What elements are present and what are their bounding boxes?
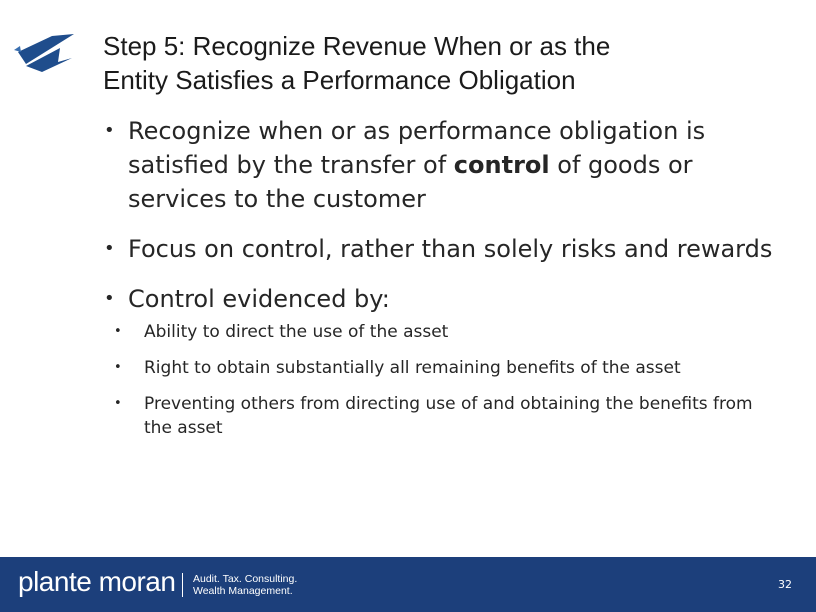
slide-title-line-1: Step 5: Recognize Revenue When or as the — [103, 31, 611, 61]
brand-name: plante moran — [18, 566, 176, 597]
bullet-text: Control evidenced by: — [128, 285, 390, 313]
brand-divider — [182, 573, 183, 597]
bullet-dot-icon: • — [104, 288, 115, 309]
bullet-list — [104, 114, 784, 440]
sub-bullet-item — [114, 392, 784, 440]
tagline-line-2: Wealth Management. — [193, 585, 293, 597]
sub-bullet-dot-icon: • — [114, 324, 122, 339]
bullet-dot-icon: • — [104, 120, 115, 141]
bullet-item — [104, 282, 784, 316]
sub-bullet-text: Right to obtain substantially all remaining benefits of the asset — [144, 358, 681, 378]
slide-title — [103, 29, 793, 97]
emphasis-text: control — [453, 151, 550, 179]
page-number: 32 — [778, 578, 792, 591]
sub-bullet-item — [114, 356, 784, 380]
sub-bullet-item — [114, 320, 784, 344]
slide-title-line-2: Entity Satisfies a Performance Obligation — [103, 65, 576, 95]
bullet-text: Recognize when or as performance obligation is satisfied by the transfer of control of goods or services to the customer — [128, 117, 706, 213]
sub-bullet-text: Ability to direct the use of the asset — [144, 322, 449, 342]
sub-bullet-dot-icon: • — [114, 396, 122, 411]
bullet-item — [104, 114, 784, 216]
sub-bullet-dot-icon: • — [114, 360, 122, 375]
bullet-item — [104, 232, 784, 266]
plante-moran-logo-icon — [12, 22, 76, 78]
bullet-text: Focus on control, rather than solely risks and rewards — [128, 235, 773, 263]
bullet-dot-icon: • — [104, 238, 115, 259]
brand-tagline — [193, 573, 297, 597]
sub-bullet-text: Preventing others from directing use of and obtaining the benefits from the asset — [144, 394, 753, 438]
tagline-line-1: Audit. Tax. Consulting. — [193, 573, 298, 585]
footer-bar — [0, 557, 816, 612]
